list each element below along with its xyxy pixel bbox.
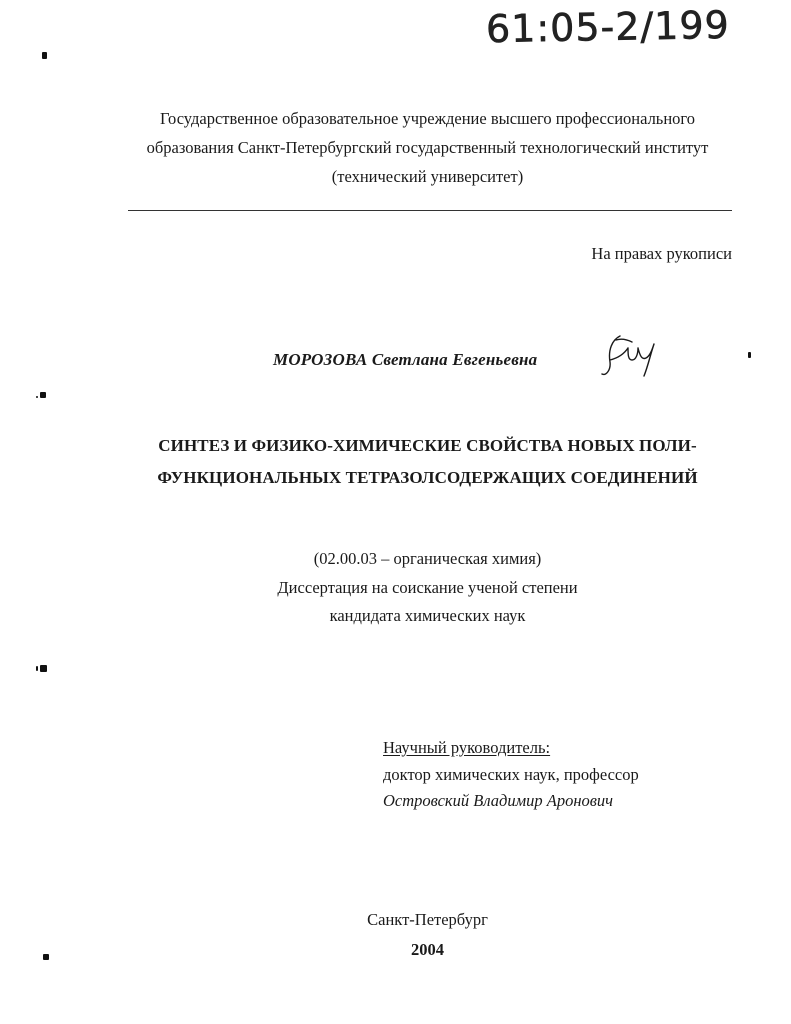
city-name: Санкт-Петербург	[367, 910, 488, 929]
supervisor-degree: доктор химических наук, профессор	[383, 764, 639, 784]
header-divider	[128, 210, 732, 211]
scan-mark	[40, 392, 46, 398]
supervisor-label: Научный руководитель:	[383, 738, 551, 757]
institution-line: образования Санкт-Петербургский государственный технологический институт	[146, 138, 709, 157]
supervisor-name: Островский Владимир Аронович	[383, 791, 614, 810]
title-line: СИНТЕЗ И ФИЗИКО-ХИМИЧЕСКИЕ СВОЙСТВА НОВЫХ ПОЛИ-	[158, 436, 697, 455]
scan-mark	[42, 52, 47, 59]
manuscript-rights-label: На правах рукописи	[591, 244, 732, 263]
thesis-description: Диссертация на соискание ученой степени	[277, 577, 578, 597]
scan-mark	[40, 665, 47, 672]
speciality-block	[100, 545, 755, 631]
author-name: МОРОЗОВА Светлана Евгеньевна	[273, 350, 538, 369]
dissertation-title	[100, 430, 755, 494]
institution-line: (технический университет)	[331, 167, 524, 186]
speciality-code: (02.00.03 – органическая химия)	[313, 549, 542, 568]
institution-line: Государственное образовательное учреждение высшего профессионального	[159, 109, 696, 128]
institution-header	[100, 104, 755, 191]
scan-mark	[36, 396, 38, 398]
archive-stamp: 61:05-2/199	[485, 2, 731, 52]
supervisor-block	[383, 735, 639, 815]
year: 2004	[411, 940, 444, 959]
scan-mark	[748, 352, 751, 358]
footer-block	[100, 905, 755, 965]
author-signature	[598, 330, 662, 380]
title-line: ФУНКЦИОНАЛЬНЫХ ТЕТРАЗОЛСОДЕРЖАЩИХ СОЕДИНЕНИЙ	[157, 468, 698, 487]
scan-mark	[43, 954, 49, 960]
scan-mark	[36, 666, 38, 671]
degree-description: кандидата химических наук	[329, 606, 526, 625]
